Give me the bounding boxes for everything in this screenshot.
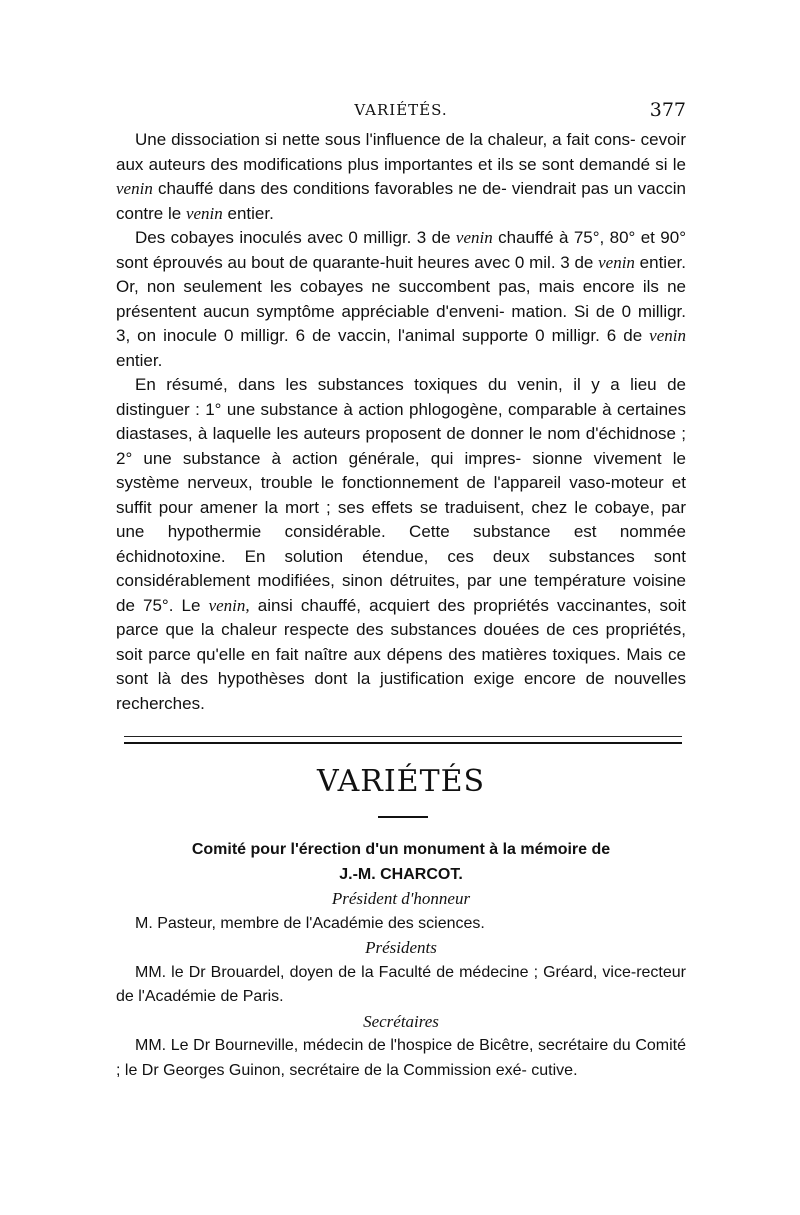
paragraph <box>116 373 686 716</box>
text-run: entier. Or, non seulement les cobayes ne succombent pas, mais encore ils ne présentent aucun symptôme appréciable d'enveni- mation. Si de 0 milligr. 3, on inocule 0 milligr. 6 de vaccin, l'animal supporte 0 milligr. 6 de <box>116 252 686 345</box>
section-title: VARIÉTÉS <box>316 764 486 799</box>
paragraph <box>116 128 686 226</box>
role-title: Président d'honneur <box>331 889 471 908</box>
text-run: chauffé dans des conditions favorables ne de- viendrait pas un vaccin contre le <box>116 179 686 223</box>
italic-term: venin, <box>208 595 250 615</box>
notice-heading-name: J.-M. CHARCOT. <box>339 865 463 883</box>
text-run: entier. <box>222 203 274 223</box>
italic-term: venin <box>598 252 635 272</box>
text-run: Une dissociation si nette sous l'influence de la chaleur, a fait cons- cevoir aux auteurs des modifications plus importantes et ils se sont demandé si le <box>116 130 686 174</box>
section-divider <box>124 736 682 744</box>
text-run: entier. <box>116 350 163 370</box>
role-title: Présidents <box>365 938 437 957</box>
role-members: M. Pasteur, membre de l'Académie des sciences. <box>135 914 485 932</box>
paragraph <box>116 226 686 373</box>
running-head-title: VARIÉTÉS. <box>354 101 448 119</box>
notice-heading: Comité pour l'érection d'un monument à la mémoire de <box>191 841 611 858</box>
page-number: 377 <box>649 99 686 121</box>
text-run: chauffé à 75°, 80° et 90° sont éprouvés au bout de quarante-huit heures avec 0 mil. 3 de <box>116 228 687 272</box>
text-run: Des cobayes inoculés avec 0 milligr. 3 de <box>135 228 456 247</box>
italic-term: venin <box>649 326 686 345</box>
committee-notice <box>116 838 686 1083</box>
role-members: MM. le Dr Brouardel, doyen de la Faculté de médecine ; Gréard, vice-recteur de l'Académie de Paris. <box>116 963 686 1005</box>
title-rule <box>378 816 428 818</box>
running-head <box>116 96 686 124</box>
italic-term: venin <box>455 228 493 247</box>
italic-term: venin <box>185 203 223 223</box>
text-run: ainsi chauffé, acquiert des propriétés vaccinantes, soit parce que la chaleur respecte des substances douées de ces propriétés, soit parce qu'elle en fait naître aux dépens des matières toxiques. Mais ce sont là des hypothèses dont la justification exige encore de nouvelles recherches. <box>116 595 686 713</box>
role-members: MM. Le Dr Bourneville, médecin de l'hospice de Bicêtre, secrétaire du Comité ; le Dr Georges Guinon, secrétaire de la Commission exé- cutive. <box>116 1037 686 1079</box>
article-body <box>116 128 686 716</box>
text-run: En résumé, dans les substances toxiques du venin, il y a lieu de distinguer : 1° une substance à action phlogogène, comparable à certaines diastases, à laquelle les auteurs proposent de donner le nom d'échidnose ; 2° une substance à action générale, qui impres- sionne vivement le système nerveux, trouble le fonctionnement de l'appareil vaso-moteur et suffit pour amener la mort ; ses effets se traduisent, chez le cobaye, par une hypothermie considérable. Cette substance est nommée échidnotoxine. En solution étendue, ces deux substances sont considérablement modifiées, sinon détruites, par une température voisine de 75°. Le <box>116 375 686 615</box>
role-title: Secrétaires <box>363 1011 439 1031</box>
italic-term: venin <box>116 179 153 198</box>
